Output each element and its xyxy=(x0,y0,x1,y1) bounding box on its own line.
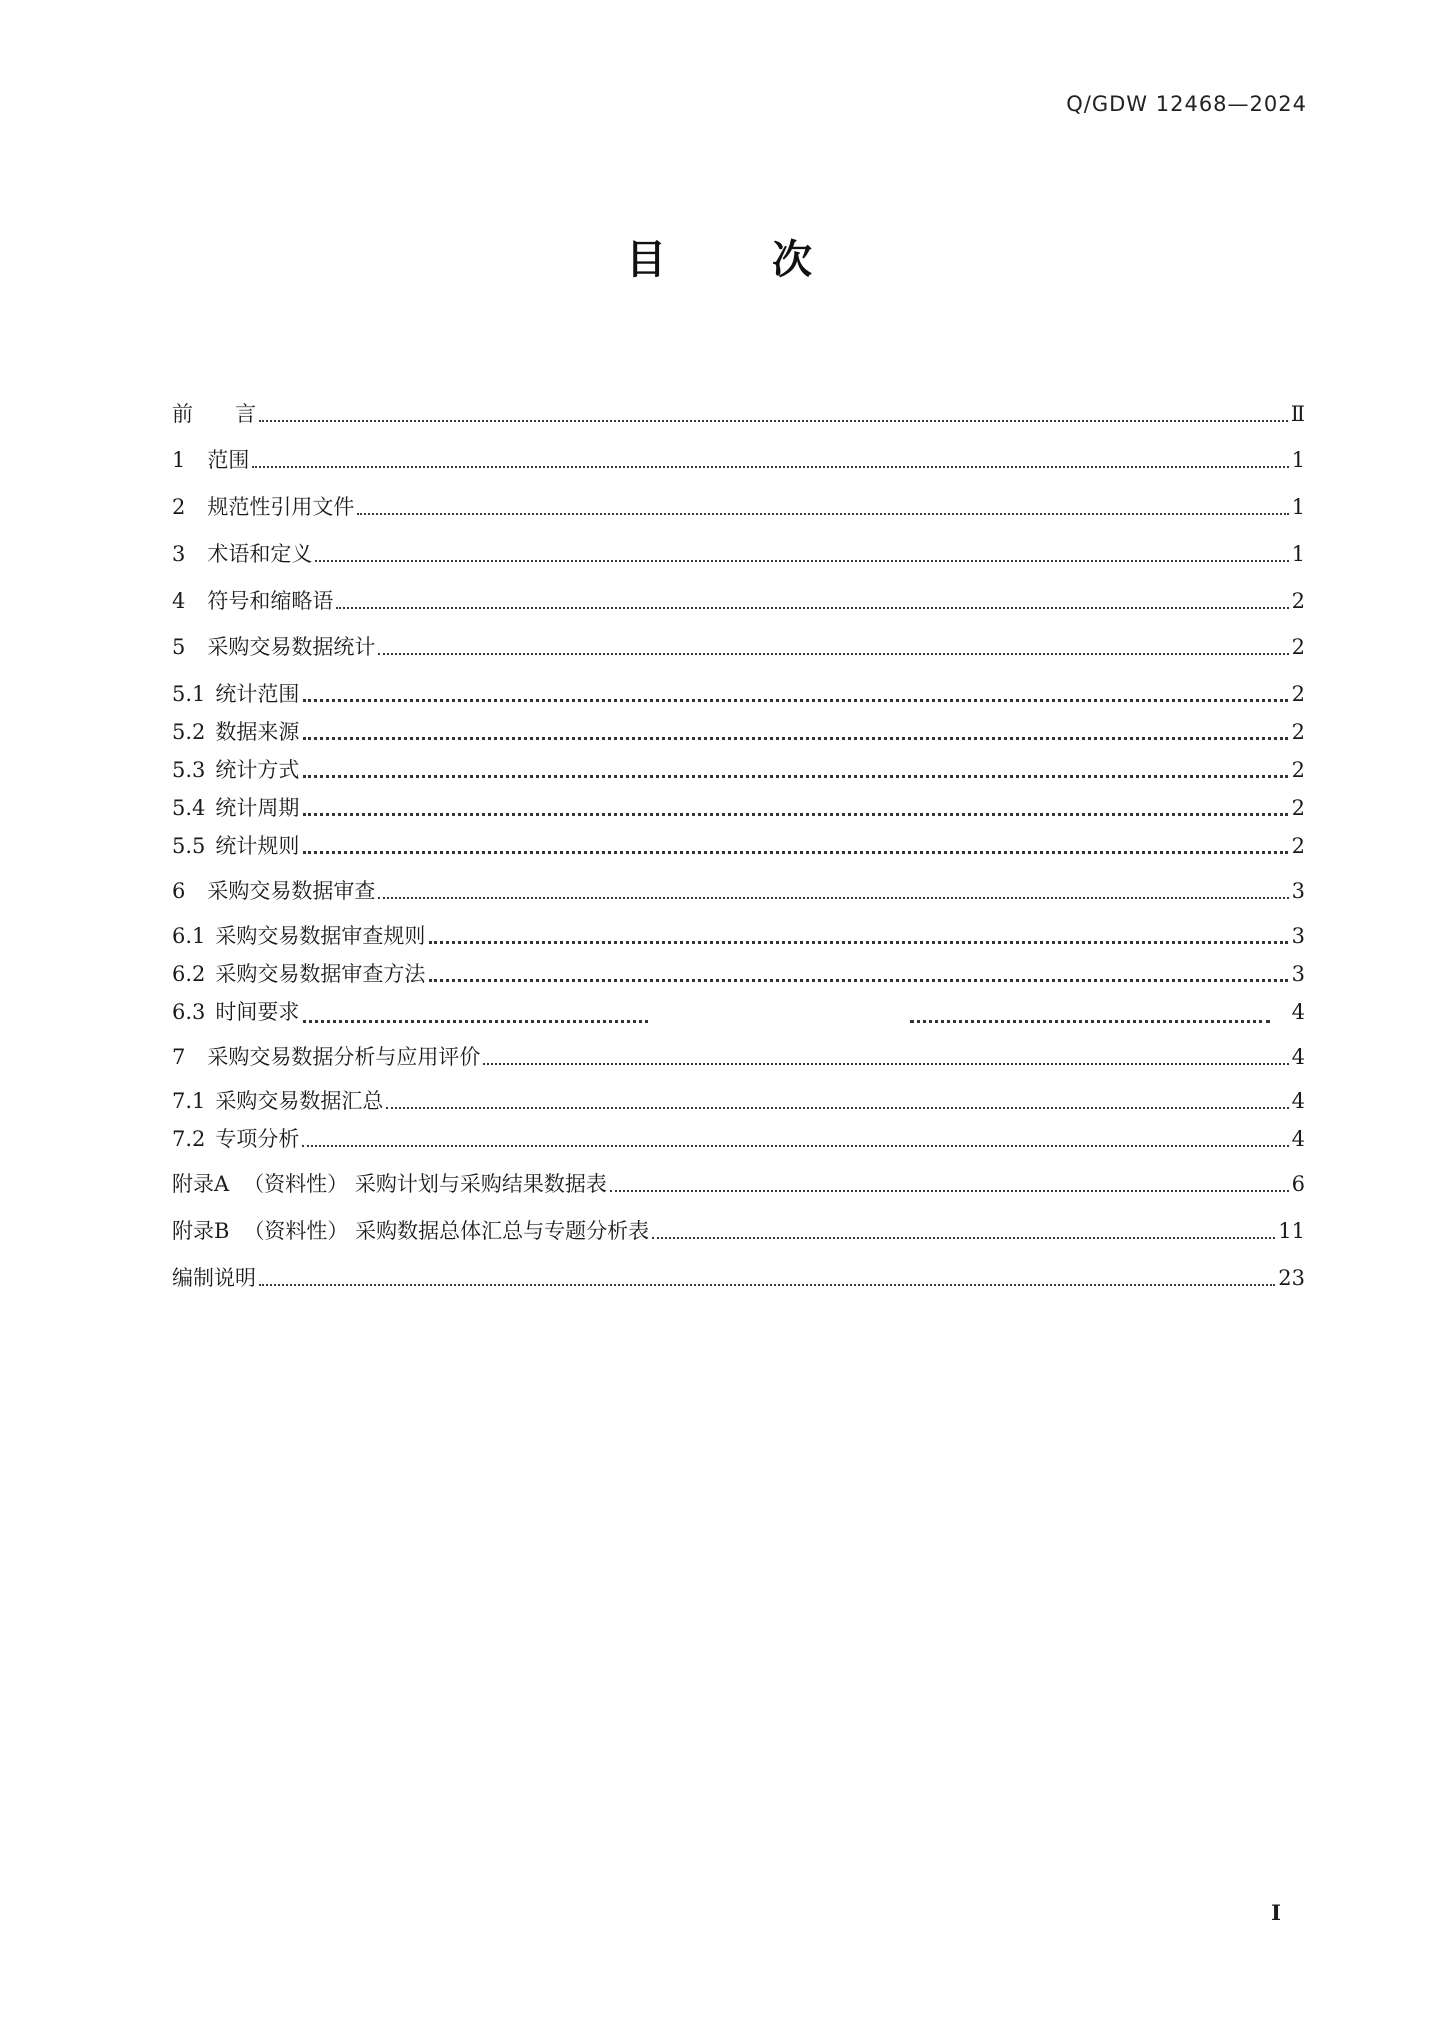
toc-entry-page: 4 xyxy=(1291,1045,1305,1069)
toc-entry-title: 言 xyxy=(235,402,256,426)
dot-leader xyxy=(610,1190,1289,1192)
toc-entry-page: 2 xyxy=(1291,635,1305,659)
toc-entry-title: 范围 xyxy=(207,448,250,472)
toc-entry-4[interactable] xyxy=(172,584,1305,618)
toc-entry-number: 5 xyxy=(172,635,186,659)
dot-leader xyxy=(259,420,1288,422)
toc-entry-number: 5.3 xyxy=(172,758,206,782)
toc-entry-number: 7.2 xyxy=(172,1127,206,1151)
toc-entry-7[interactable] xyxy=(172,1040,1305,1074)
toc-entry-title: 采购交易数据汇总 xyxy=(215,1089,384,1113)
toc-entry-page: 3 xyxy=(1291,924,1305,948)
dot-leader xyxy=(315,560,1288,562)
toc-entry-title: （资料性） 采购数据总体汇总与专题分析表 xyxy=(243,1219,650,1243)
toc-entry-page: 11 xyxy=(1278,1219,1305,1243)
dot-leader xyxy=(259,1284,1275,1286)
toc-entry-number: 7.1 xyxy=(172,1089,206,1113)
toc-entry-page: Ⅱ xyxy=(1290,402,1305,426)
toc-entry-5-5[interactable] xyxy=(172,829,1305,863)
toc-entry-5-2[interactable] xyxy=(172,715,1305,749)
dot-leader xyxy=(483,1063,1288,1065)
toc-entry-title: 规范性引用文件 xyxy=(207,495,355,519)
dot-leader xyxy=(303,851,1287,854)
toc-entry-page: 1 xyxy=(1291,448,1305,472)
toc-entry-title: 采购交易数据审查 xyxy=(207,879,376,903)
toc-entry-appendix-b[interactable] xyxy=(172,1214,1305,1248)
toc-entry-title: （资料性） 采购计划与采购结果数据表 xyxy=(243,1172,607,1196)
page-number: I xyxy=(1271,1900,1281,1925)
toc-entry-page: 4 xyxy=(1291,1127,1305,1151)
toc-entry-title: 采购交易数据统计 xyxy=(207,635,376,659)
dot-leader xyxy=(429,979,1287,982)
dot-leader xyxy=(357,513,1288,515)
toc-entry-6-1[interactable] xyxy=(172,919,1305,953)
toc-entry-number: 5.1 xyxy=(172,682,206,706)
toc-entry-5-3[interactable] xyxy=(172,753,1305,787)
toc-entry-preface[interactable] xyxy=(172,397,1305,431)
toc-entry-page: 2 xyxy=(1291,589,1305,613)
toc-entry-title: 统计范围 xyxy=(215,682,300,706)
dot-leader xyxy=(302,1145,1288,1147)
toc-entry-5-4[interactable] xyxy=(172,791,1305,825)
toc-entry-page: 1 xyxy=(1291,495,1305,519)
toc-entry-6-2[interactable] xyxy=(172,957,1305,991)
dot-leader xyxy=(303,737,1287,740)
toc-entry-title: 专项分析 xyxy=(215,1127,300,1151)
toc-entry-title: 数据来源 xyxy=(215,720,300,744)
toc-entry-number: 7 xyxy=(172,1045,186,1069)
toc-entry-number: 5.2 xyxy=(172,720,206,744)
toc-entry-page: 23 xyxy=(1278,1266,1305,1290)
toc-entry-number: 4 xyxy=(172,589,186,613)
toc-entry-number: 6.2 xyxy=(172,962,206,986)
toc-entry-title: 术语和定义 xyxy=(207,542,313,566)
toc-entry-page: 2 xyxy=(1291,720,1305,744)
toc-entry-page: 4 xyxy=(1291,1089,1305,1113)
dot-leader xyxy=(303,699,1287,702)
toc-entry-title: 符号和缩略语 xyxy=(207,589,334,613)
toc-entry-title: 采购交易数据审查规则 xyxy=(215,924,426,948)
document-code: Q/GDW 12468—2024 xyxy=(1066,92,1307,116)
toc-entry-number: 6.1 xyxy=(172,924,206,948)
dot-leader xyxy=(378,897,1288,899)
toc-entry-title: 统计周期 xyxy=(215,796,300,820)
toc-entry-number: 6.3 xyxy=(172,1000,206,1024)
toc-entry-2[interactable] xyxy=(172,490,1305,524)
dot-leader xyxy=(303,813,1287,816)
toc-entry-number: 3 xyxy=(172,542,186,566)
toc-entry-number: 1 xyxy=(172,448,186,472)
toc-entry-page: 3 xyxy=(1291,879,1305,903)
toc-entry-page: 2 xyxy=(1291,758,1305,782)
toc-entry-page: 3 xyxy=(1291,962,1305,986)
toc-entry-5-1[interactable] xyxy=(172,677,1305,711)
dot-leader xyxy=(429,941,1287,944)
toc-entry-number: 2 xyxy=(172,495,186,519)
toc-entry-title: 时间要求 xyxy=(215,1000,300,1024)
toc-entry-page: 6 xyxy=(1291,1172,1305,1196)
toc-entry-appendix-a[interactable] xyxy=(172,1167,1305,1201)
toc-entry-title: 统计方式 xyxy=(215,758,300,782)
toc-entry-number: 5.4 xyxy=(172,796,206,820)
toc-entry-6-3[interactable] xyxy=(172,995,1305,1029)
toc-entry-title: 采购交易数据审查方法 xyxy=(215,962,426,986)
dot-leader xyxy=(336,607,1288,609)
toc-entry-number: 编制说明 xyxy=(172,1266,256,1290)
toc-entry-7-1[interactable] xyxy=(172,1084,1305,1118)
toc-entry-page: 1 xyxy=(1291,542,1305,566)
toc-entry-3[interactable] xyxy=(172,537,1305,571)
toc-entry-title: 统计规则 xyxy=(215,834,300,858)
toc-entry-number: 6 xyxy=(172,879,186,903)
dot-leader xyxy=(386,1107,1288,1109)
dot-leader xyxy=(252,466,1288,468)
toc-entry-page: 4 xyxy=(1291,1000,1305,1024)
toc-entry-page: 2 xyxy=(1291,682,1305,706)
toc-entry-5[interactable] xyxy=(172,630,1305,664)
toc-entry-title: 采购交易数据分析与应用评价 xyxy=(207,1045,481,1069)
toc-entry-number: 5.5 xyxy=(172,834,206,858)
toc-entry-7-2[interactable] xyxy=(172,1122,1305,1156)
toc-entry-page: 2 xyxy=(1291,834,1305,858)
toc-entry-page: 2 xyxy=(1291,796,1305,820)
dot-leader xyxy=(378,653,1288,655)
toc-entry-compilation-notes[interactable] xyxy=(172,1261,1305,1295)
toc-entry-6[interactable] xyxy=(172,874,1305,908)
toc-entry-number: 附录B xyxy=(172,1219,230,1243)
toc-entry-number: 前 xyxy=(172,402,193,426)
page-title: 目 次 xyxy=(626,237,858,283)
dot-leader xyxy=(303,775,1287,778)
toc-entry-number: 附录A xyxy=(172,1172,230,1196)
dot-leader xyxy=(652,1237,1275,1239)
toc-entry-1[interactable] xyxy=(172,443,1305,477)
